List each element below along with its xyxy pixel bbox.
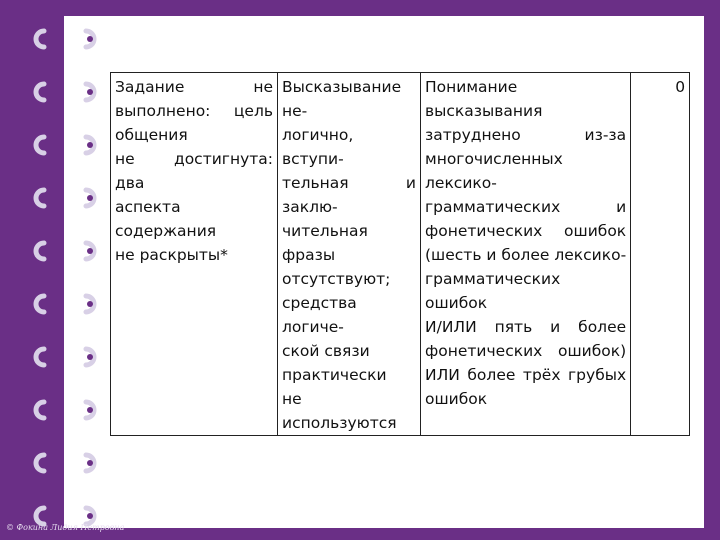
cell-line: содержания [115,222,217,240]
cell-line: практически [282,366,387,384]
table-cell-language [421,73,631,436]
cell-line: тельная и [282,174,416,192]
cell-line: используются [282,414,397,432]
copyright-text: © Фокина Лидия Петровна [6,523,125,532]
binder-ring-icon [24,346,104,368]
cell-line: грамматических [425,270,561,288]
binder-ring-icon [24,81,104,103]
cell-line: не- [282,102,308,120]
cell-line: ской связи [282,342,370,360]
cell-line: не раскрыты* [115,246,228,264]
cell-line: Задание не [115,78,273,96]
cell-line: аспекта [115,198,181,216]
binder-ring-icon [24,134,104,156]
table-row [111,73,690,436]
cell-line: два [115,174,145,192]
cell-line: (шесть и более лексико- [425,246,627,264]
cell-line: логично, [282,126,354,144]
cell-line: общения [115,126,188,144]
cell-line: чительная [282,222,368,240]
cell-line: средства [282,294,357,312]
cell-line: лексико- [425,174,497,192]
cell-line: отсутствуют; [282,270,391,288]
binder-rings [0,0,110,540]
binder-ring-icon [24,452,104,474]
assessment-criteria-table [110,72,690,436]
cell-line: ИЛИ более трёх грубых [425,366,627,384]
binder-ring-icon [24,399,104,421]
cell-line: грамматических и [425,198,627,216]
cell-line: фразы [282,246,336,264]
cell-line: Высказывание [282,78,402,96]
cell-line: ошибок [425,390,488,408]
cell-line: затруднено из-за [425,126,627,144]
cell-line: вступи- [282,150,344,168]
cell-line: фонетических ошибок) [425,342,627,360]
cell-line: Понимание [425,78,518,96]
binder-ring-icon [24,240,104,262]
cell-line: логиче- [282,318,344,336]
cell-line: фонетических ошибок [425,222,627,240]
cell-line: заклю- [282,198,338,216]
cell-line: И/ИЛИ пять и более [425,318,627,336]
table-cell-logic [278,73,421,436]
binder-ring-icon [24,293,104,315]
cell-line: высказывания [425,102,543,120]
binder-ring-icon [24,28,104,50]
cell-line: выполнено: цель [115,102,273,120]
cell-line: многочисленных [425,150,563,168]
cell-line: ошибок [425,294,488,312]
table-cell-task [111,73,278,436]
cell-line: не достигнута: [115,150,273,168]
binder-ring-icon [24,187,104,209]
cell-line: не [282,390,302,408]
table-cell-score: 0 [631,73,690,436]
